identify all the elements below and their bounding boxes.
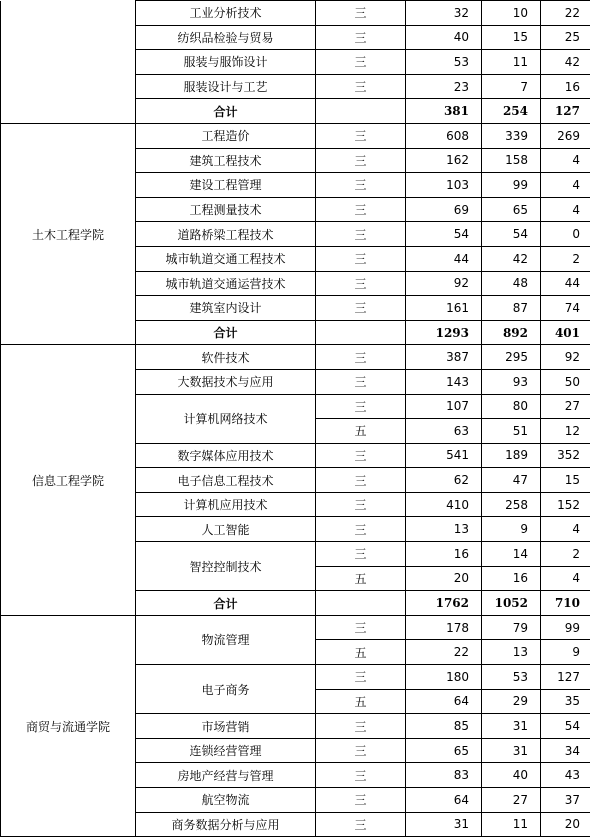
table-row (1, 1, 590, 26)
subtotal-a-cell: 254 (482, 99, 541, 124)
total-cell: 16 (406, 542, 482, 567)
count-b-cell: 22 (541, 1, 590, 26)
count-b-cell: 4 (541, 517, 590, 542)
total-cell: 32 (406, 1, 482, 26)
count-b-cell: 99 (541, 615, 590, 640)
major-cell: 电子商务 (136, 665, 316, 714)
subtotal-label: 合计 (136, 99, 316, 124)
count-a-cell: 189 (482, 443, 541, 468)
program-length-cell: 三 (316, 492, 406, 517)
count-a-cell: 31 (482, 738, 541, 763)
major-cell: 人工智能 (136, 517, 316, 542)
department-cell (1, 1, 136, 124)
total-cell: 69 (406, 197, 482, 222)
count-a-cell: 258 (482, 492, 541, 517)
count-a-cell: 339 (482, 123, 541, 148)
major-cell: 电子信息工程技术 (136, 468, 316, 493)
total-cell: 63 (406, 419, 482, 444)
count-a-cell: 10 (482, 1, 541, 26)
count-a-cell: 27 (482, 788, 541, 813)
major-cell: 数字媒体应用技术 (136, 443, 316, 468)
table-row (1, 345, 590, 370)
major-cell: 房地产经营与管理 (136, 763, 316, 788)
count-a-cell: 51 (482, 419, 541, 444)
count-b-cell: 4 (541, 173, 590, 198)
count-b-cell: 43 (541, 763, 590, 788)
program-length-cell: 三 (316, 197, 406, 222)
count-a-cell: 29 (482, 689, 541, 714)
major-cell: 建设工程管理 (136, 173, 316, 198)
count-a-cell: 31 (482, 714, 541, 739)
count-a-cell: 11 (482, 50, 541, 75)
count-b-cell: 4 (541, 148, 590, 173)
major-cell: 工程造价 (136, 123, 316, 148)
program-length-cell: 五 (316, 566, 406, 591)
program-length-cell: 三 (316, 173, 406, 198)
total-cell: 107 (406, 394, 482, 419)
total-cell: 44 (406, 246, 482, 271)
program-length-cell: 三 (316, 665, 406, 690)
department-cell: 土木工程学院 (1, 123, 136, 344)
program-length-cell: 三 (316, 443, 406, 468)
program-length-cell: 三 (316, 738, 406, 763)
program-length-cell: 五 (316, 689, 406, 714)
major-cell: 计算机应用技术 (136, 492, 316, 517)
total-cell: 541 (406, 443, 482, 468)
subtotal-total-cell: 1293 (406, 320, 482, 345)
total-cell: 103 (406, 173, 482, 198)
subtotal-total-cell: 381 (406, 99, 482, 124)
count-a-cell: 79 (482, 615, 541, 640)
count-a-cell: 54 (482, 222, 541, 247)
count-a-cell: 65 (482, 197, 541, 222)
count-b-cell: 44 (541, 271, 590, 296)
count-a-cell: 80 (482, 394, 541, 419)
major-cell: 市场营销 (136, 714, 316, 739)
major-cell: 服装与服饰设计 (136, 50, 316, 75)
major-cell: 物流管理 (136, 615, 316, 664)
program-length-cell: 三 (316, 369, 406, 394)
count-b-cell: 12 (541, 419, 590, 444)
program-length-cell: 三 (316, 788, 406, 813)
count-a-cell: 7 (482, 74, 541, 99)
count-b-cell: 50 (541, 369, 590, 394)
total-cell: 608 (406, 123, 482, 148)
total-cell: 65 (406, 738, 482, 763)
count-b-cell: 152 (541, 492, 590, 517)
total-cell: 143 (406, 369, 482, 394)
count-b-cell: 352 (541, 443, 590, 468)
total-cell: 180 (406, 665, 482, 690)
count-b-cell: 0 (541, 222, 590, 247)
major-cell: 工业分析技术 (136, 1, 316, 26)
program-length-cell: 三 (316, 123, 406, 148)
table-body (1, 1, 590, 837)
count-a-cell: 40 (482, 763, 541, 788)
program-length-cell: 三 (316, 1, 406, 26)
total-cell: 162 (406, 148, 482, 173)
subtotal-b-cell: 710 (541, 591, 590, 616)
count-b-cell: 35 (541, 689, 590, 714)
program-length-cell: 三 (316, 25, 406, 50)
subtotal-length-cell (316, 99, 406, 124)
program-length-cell: 三 (316, 222, 406, 247)
major-cell: 道路桥梁工程技术 (136, 222, 316, 247)
major-cell: 工程测量技术 (136, 197, 316, 222)
count-b-cell: 74 (541, 296, 590, 321)
count-a-cell: 53 (482, 665, 541, 690)
total-cell: 64 (406, 689, 482, 714)
total-cell: 64 (406, 788, 482, 813)
total-cell: 23 (406, 74, 482, 99)
count-b-cell: 4 (541, 566, 590, 591)
subtotal-label: 合计 (136, 320, 316, 345)
count-b-cell: 16 (541, 74, 590, 99)
total-cell: 92 (406, 271, 482, 296)
program-length-cell: 三 (316, 296, 406, 321)
count-a-cell: 48 (482, 271, 541, 296)
program-length-cell: 三 (316, 271, 406, 296)
program-length-cell: 三 (316, 542, 406, 567)
count-b-cell: 9 (541, 640, 590, 665)
total-cell: 410 (406, 492, 482, 517)
count-a-cell: 295 (482, 345, 541, 370)
count-b-cell: 269 (541, 123, 590, 148)
total-cell: 20 (406, 566, 482, 591)
count-a-cell: 87 (482, 296, 541, 321)
major-cell: 智控控制技术 (136, 542, 316, 591)
total-cell: 54 (406, 222, 482, 247)
program-length-cell: 三 (316, 394, 406, 419)
program-length-cell: 三 (316, 763, 406, 788)
program-length-cell: 三 (316, 74, 406, 99)
table-row (1, 615, 590, 640)
count-b-cell: 15 (541, 468, 590, 493)
total-cell: 62 (406, 468, 482, 493)
count-a-cell: 158 (482, 148, 541, 173)
subtotal-a-cell: 892 (482, 320, 541, 345)
program-length-cell: 五 (316, 640, 406, 665)
count-a-cell: 11 (482, 812, 541, 837)
program-length-cell: 三 (316, 615, 406, 640)
major-cell: 城市轨道交通运营技术 (136, 271, 316, 296)
major-cell: 建筑室内设计 (136, 296, 316, 321)
program-length-cell: 三 (316, 714, 406, 739)
count-b-cell: 92 (541, 345, 590, 370)
count-a-cell: 99 (482, 173, 541, 198)
count-b-cell: 42 (541, 50, 590, 75)
count-a-cell: 14 (482, 542, 541, 567)
count-b-cell: 127 (541, 665, 590, 690)
total-cell: 85 (406, 714, 482, 739)
department-cell: 信息工程学院 (1, 345, 136, 616)
count-b-cell: 27 (541, 394, 590, 419)
count-a-cell: 42 (482, 246, 541, 271)
program-length-cell: 三 (316, 345, 406, 370)
program-length-cell: 三 (316, 468, 406, 493)
count-b-cell: 4 (541, 197, 590, 222)
count-a-cell: 15 (482, 25, 541, 50)
major-cell: 建筑工程技术 (136, 148, 316, 173)
program-length-cell: 五 (316, 419, 406, 444)
major-cell: 商务数据分析与应用 (136, 812, 316, 837)
major-cell: 城市轨道交通工程技术 (136, 246, 316, 271)
major-cell: 软件技术 (136, 345, 316, 370)
total-cell: 178 (406, 615, 482, 640)
total-cell: 13 (406, 517, 482, 542)
subtotal-total-cell: 1762 (406, 591, 482, 616)
subtotal-length-cell (316, 591, 406, 616)
count-b-cell: 37 (541, 788, 590, 813)
major-cell: 大数据技术与应用 (136, 369, 316, 394)
total-cell: 53 (406, 50, 482, 75)
count-a-cell: 13 (482, 640, 541, 665)
count-b-cell: 2 (541, 246, 590, 271)
count-a-cell: 93 (482, 369, 541, 394)
program-length-cell: 三 (316, 517, 406, 542)
table-row (1, 123, 590, 148)
subtotal-b-cell: 127 (541, 99, 590, 124)
count-b-cell: 34 (541, 738, 590, 763)
count-b-cell: 25 (541, 25, 590, 50)
program-length-cell: 三 (316, 50, 406, 75)
total-cell: 161 (406, 296, 482, 321)
department-cell: 商贸与流通学院 (1, 615, 136, 836)
total-cell: 40 (406, 25, 482, 50)
program-length-cell: 三 (316, 148, 406, 173)
count-a-cell: 16 (482, 566, 541, 591)
count-b-cell: 2 (541, 542, 590, 567)
subtotal-a-cell: 1052 (482, 591, 541, 616)
subtotal-b-cell: 401 (541, 320, 590, 345)
program-length-cell: 三 (316, 246, 406, 271)
count-a-cell: 9 (482, 517, 541, 542)
count-b-cell: 54 (541, 714, 590, 739)
major-cell: 纺织品检验与贸易 (136, 25, 316, 50)
subtotal-length-cell (316, 320, 406, 345)
total-cell: 83 (406, 763, 482, 788)
major-cell: 计算机网络技术 (136, 394, 316, 443)
major-cell: 连锁经营管理 (136, 738, 316, 763)
count-a-cell: 47 (482, 468, 541, 493)
program-length-cell: 三 (316, 812, 406, 837)
major-cell: 航空物流 (136, 788, 316, 813)
subtotal-label: 合计 (136, 591, 316, 616)
total-cell: 387 (406, 345, 482, 370)
count-b-cell: 20 (541, 812, 590, 837)
major-cell: 服装设计与工艺 (136, 74, 316, 99)
total-cell: 31 (406, 812, 482, 837)
total-cell: 22 (406, 640, 482, 665)
